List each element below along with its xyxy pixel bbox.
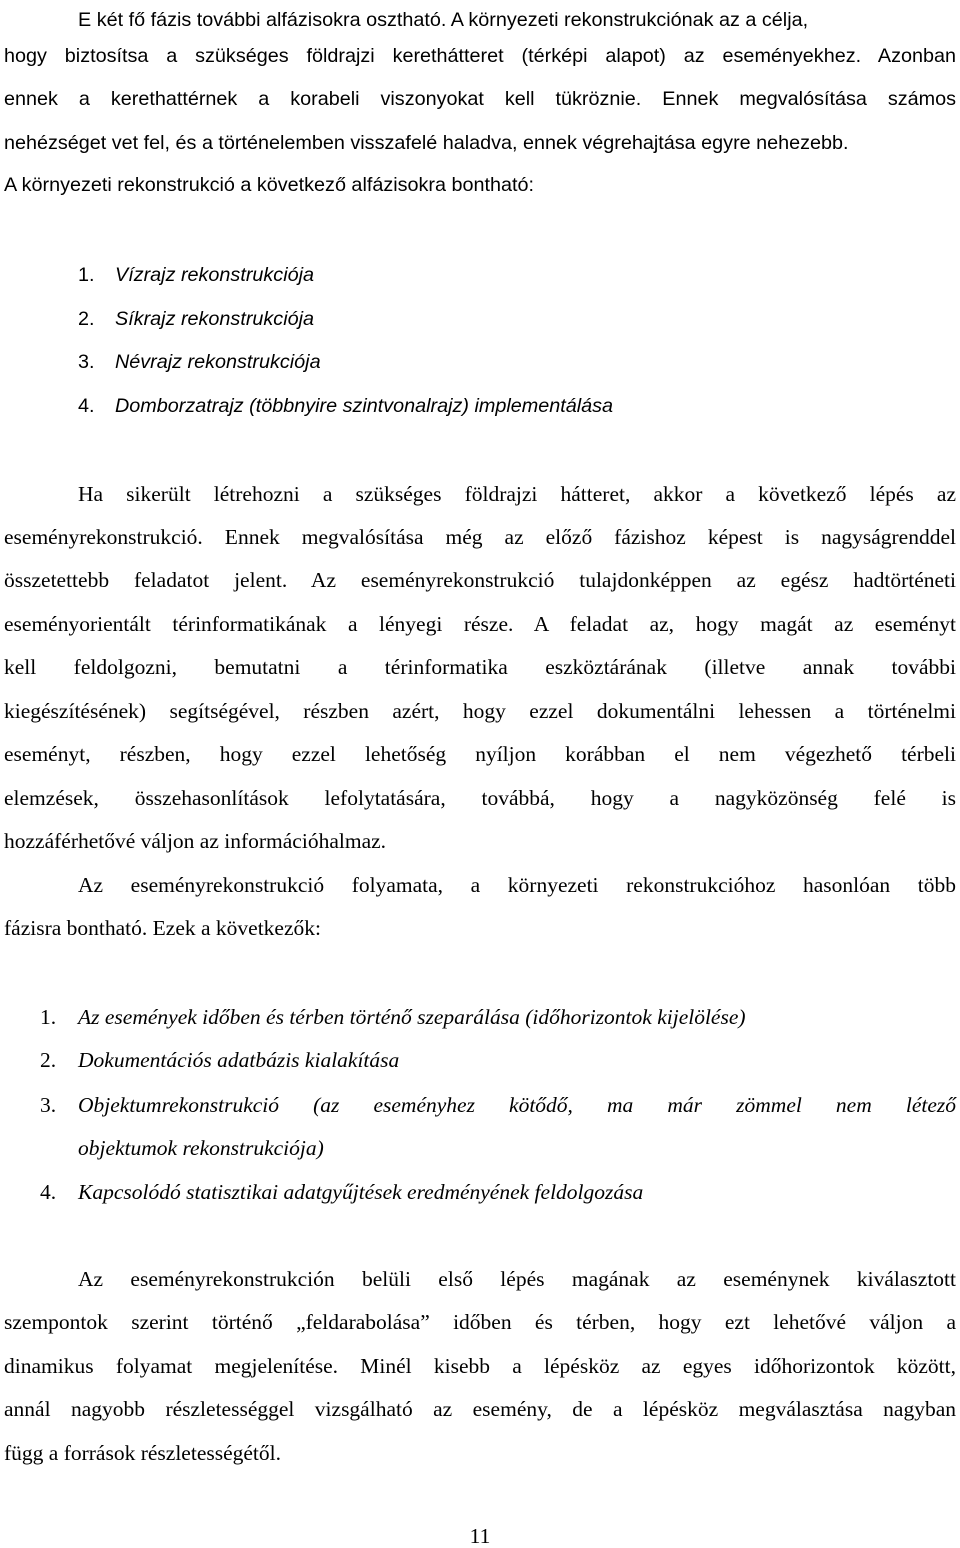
list-item: Objektumrekonstrukció (az eseményhez kötődő, ma már zömmel nem létező bbox=[78, 1093, 956, 1117]
list-item: Névrajz rekonstrukciója bbox=[115, 351, 321, 373]
list-item: Az események időben és térben történő szeparálása (időhorizontok kijelölése) bbox=[78, 1005, 746, 1029]
list-item-number: 3. bbox=[78, 351, 95, 373]
intro-line: A környezeti rekonstrukció a következő alfázisokra bontható: bbox=[4, 174, 534, 196]
paragraph-line: összetettebb feladatot jelent. Az eseményrekonstrukció tulajdonképpen az egész hadtörténeti bbox=[4, 568, 956, 592]
intro-line: hogy biztosítsa a szükséges földrajzi kerethátteret (térképi alapot) az eseményekhez. Azonban bbox=[4, 45, 956, 67]
list-item-continuation: objektumok rekonstrukciója) bbox=[78, 1136, 324, 1160]
paragraph-line: Az eseményrekonstrukción belüli első lépés magának az eseménynek kiválasztott bbox=[78, 1267, 956, 1291]
paragraph-line: Ha sikerült létrehozni a szükséges földrajzi hátteret, akkor a következő lépés az bbox=[78, 482, 956, 506]
intro-line: ennek a kerethattérnek a korabeli viszonyokat kell tükröznie. Ennek megvalósítása számos bbox=[4, 88, 956, 110]
list-item: Kapcsolódó statisztikai adatgyűjtések eredményének feldolgozása bbox=[78, 1180, 644, 1204]
paragraph-line: dinamikus folyamat megjelenítése. Minél kisebb a lépésköz az egyes időhorizontok között, bbox=[4, 1354, 956, 1378]
paragraph-line: annál nagyobb részletességgel vizsgálható az esemény, de a lépésköz megválasztása nagyban bbox=[4, 1397, 956, 1421]
page-number: 11 bbox=[469, 1524, 491, 1548]
intro-line: E két fő fázis további alfázisokra osztható. A környezeti rekonstrukciónak az a célja, bbox=[78, 9, 809, 31]
list-item-number: 1. bbox=[78, 264, 95, 286]
paragraph-line: elemzések, összehasonlítások lefolytatására, továbbá, hogy a nagyközönség felé is bbox=[4, 786, 956, 810]
list-item-number: 2. bbox=[78, 308, 95, 330]
paragraph-line: kiegészítésének) segítségével, részben azért, hogy ezzel dokumentálni lehessen a történelmi bbox=[4, 699, 956, 723]
list-item: Vízrajz rekonstrukciója bbox=[115, 264, 314, 286]
paragraph-line: eseményt, részben, hogy ezzel lehetőség nyíljon korábban el nem végezhető térbeli bbox=[4, 742, 956, 766]
paragraph-line: fázisra bontható. Ezek a következők: bbox=[4, 916, 321, 940]
list-item-number: 1. bbox=[40, 1005, 57, 1029]
list-item: Domborzatrajz (többnyire szintvonalrajz) implementálása bbox=[115, 395, 614, 417]
list-item-number: 3. bbox=[40, 1093, 57, 1117]
paragraph-line: szempontok szerint történő „feldarabolása” időben és térben, hogy ezt lehetővé váljon a bbox=[4, 1310, 956, 1334]
list-item-number: 4. bbox=[40, 1180, 57, 1204]
list-item-number: 4. bbox=[78, 395, 95, 417]
paragraph-line: eseményorientált térinformatikának a lényegi része. A feladat az, hogy magát az eseményt bbox=[4, 612, 956, 636]
paragraph-line: kell feldolgozni, bemutatni a térinformatika eszköztárának (illetve annak további bbox=[4, 655, 956, 679]
list-item-number: 2. bbox=[40, 1048, 57, 1072]
list-item: Síkrajz rekonstrukciója bbox=[115, 308, 314, 330]
paragraph-line: függ a források részletességétől. bbox=[4, 1441, 282, 1465]
paragraph-line: eseményrekonstrukció. Ennek megvalósítása még az előző fázishoz képest is nagyságrenddel bbox=[4, 525, 956, 549]
paragraph-line: hozzáférhetővé váljon az információhalmaz. bbox=[4, 829, 387, 853]
intro-line: nehézséget vet fel, és a történelemben visszafelé haladva, ennek végrehajtása egyre nehezebb. bbox=[4, 132, 849, 154]
paragraph-line: Az eseményrekonstrukció folyamata, a környezeti rekonstrukcióhoz hasonlóan több bbox=[78, 873, 956, 897]
list-item: Dokumentációs adatbázis kialakítása bbox=[78, 1048, 400, 1072]
